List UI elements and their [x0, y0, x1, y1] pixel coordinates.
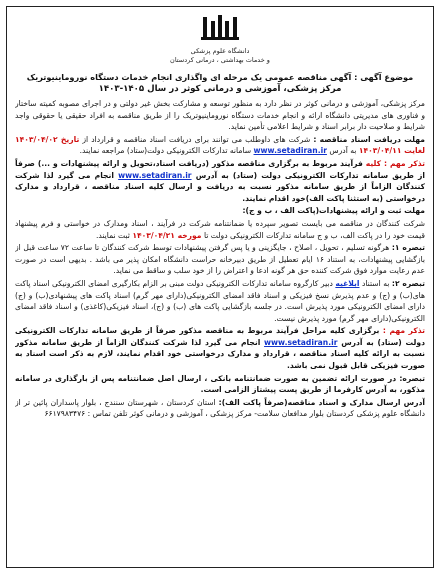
submit-text: شرکت کنندگان در مناقصه می بایست تصویر سپرده یا ضمانتنامه شرکت در فرآیند ، اسناد ومدارک در خواستی و فرم پیشنهاد قیمت خود را در پاکت الف، ب و ج سامانه تدارکات الکترونیکی دولت تا [15, 218, 425, 240]
footer-address [15, 397, 425, 420]
note1-link[interactable]: www.setadiran.ir [118, 170, 192, 180]
deadline-after: سامانه تدارکات الکترونیکی دولت(ستاد) مراجعه نمایند. [79, 146, 252, 156]
university-name: دانشگاه علوم پزشکی [190, 47, 250, 55]
notice-body [15, 71, 425, 561]
note2-text: برگزاری کلیه مراحل فرآیند مربوط به مناقصه مذکور صرفاً از طریق سامانه تدارکات الکترونیکی دولت (ستاد) به آدرس [15, 326, 425, 347]
footer-address-label: آدرس ارسال مدارک و اسناد مناقصه(صرفاً پاکت الف): [218, 397, 425, 407]
tabsareh1-label: تبصره ۱: [391, 243, 425, 253]
note2-link[interactable]: www.setadiran.ir [264, 337, 338, 347]
submit-tail: ثبت نمایند. [95, 230, 130, 240]
deadline-text: شرکت های داوطلب می توانند برای دریافت اسناد مناقصه و قرارداد از [82, 134, 311, 144]
tabsareh2-text: دبیر کارگروه سامانه تدارکات الکترونیکی دولت مبنی بر الزام بکارگیری امضای الکترونیکی اسناد پاکت های(ب) و (ج) و عدم پذیرش نسخ فیزیکی و اسناد فاقد امضای الکترونیکی(دارای مهر گرم) اسناد پاکت های پیشنهادی(ب) و (ج) دارای امضای الکترونیکی مورد پذیرش است. در جلسه بازگشایی پاکت های (ب) و (ج)، اسناد فیزیکی(کاغذی) و اسناد فاقد امضای الکترونیکی(دارای مهر گرم) مورد پذیرش نیست. [15, 278, 425, 323]
notice-frame [6, 6, 434, 568]
footer-address-text: استان کردستان ، شهرستان سنندج ، بلوار پاسداران پائین تر از دانشگاه علوم پزشکی کردستان بلوار مدافعان سلامت- مرکز پزشکی ، آموزشی و درمانی کوثر تلفن تماس : ۶۶۱۷۹۸۳۴۷۶ [15, 397, 425, 419]
note2-paragraph [15, 325, 425, 371]
tabsareh1-paragraph [15, 242, 425, 277]
note1-paragraph [15, 158, 425, 204]
note1-label: تذکر مهم : کلیه [365, 158, 425, 168]
note1-tail: انجام می گیرد لذا شرکت کنندگان الزاماً از طریق سامانه مذکور نسبت به دریافت و ارسال کلیه اسناد مناقصه ، قرارداد و مدارک درخواستی (به استثنا پاکت الف)خود اقدام نمایند. [15, 170, 425, 203]
footer-guarantee: تبصره: در صورت ارائه تضمین به صورت ضمانتنامه بانکی ، ارسال اصل ضمانتنامه پس از بارگذاری در سامانه مذکور، به آدرس کارفرما از طریق پست پیشتاز الزامی است. [15, 373, 425, 395]
tabsareh2-paragraph [15, 278, 425, 324]
university-logo-icon [197, 15, 243, 43]
setadiran-link[interactable]: www.setadiran.ir [253, 146, 327, 156]
deadline-label: مهلت دریافت اسناد مناقصه : [313, 134, 425, 144]
tabsareh2-label: تبصره ۲: [391, 278, 425, 288]
tabsareh1-text: هرگونه تسلیم ، تحویل ، اصلاح ، جایگزینی و یا پس گرفتن پیشنهادات توسط شرکت کنندگان تا ساعت ۷۲ ساعت قبل از بازگشایی پیشنهادات، به استناد ۱۶ ایام تعطیل از طریق دبیرخانه حراست دانشگاه امکان پذیر می باشد . بدیهی است در صورت عدم رعایت موارد فوق شرکت کننده حق هر گونه ادعا و اعتراض را از خود سلب و ساقط می نماید. [15, 243, 425, 276]
deadline-paragraph [15, 134, 425, 157]
submit-paragraph [15, 218, 425, 241]
header [7, 15, 433, 65]
submit-heading: مهلت ثبت و ارائه پیشنهادات(پاکت الف ، ب و ج): [242, 206, 425, 216]
tabsareh2-link[interactable]: ابلاغیه [335, 278, 360, 288]
tabsareh2-pre: به استناد [361, 278, 390, 288]
note2-tail: انجام می گیرد لذا شرکت کنندگان الزاماً از طریق سامانه مذکور نسبت به ارائه کلیه اسناد مناقصه ، قرارداد و مدارک درخواستی خود اقدام نمایند، لازم به ذکر است اسناد به صورت فیزیکی قابل قبول نمی باشد. [15, 337, 425, 371]
deadline-tail: به آدرس [329, 146, 357, 156]
note2-label: تذکر مهم : [382, 326, 425, 336]
university-name-line2: و خدمات بهداشتی ، درمانی کردستان [170, 56, 270, 64]
intro-paragraph: مرکز پزشکی، آموزشی و درمانی کوثر در نظر دارد به منظور توسعه و مشارکت بخش غیر دولتی و در اجرای مصوبه کمیته ساختار و فناوری های مدیریتی دانشگاه ارائه و انجام خدمات دستگاه نوروماینیوتریک را از طریق مناقصه به افراد حقیقی یا حقوقی واجد شرایط و صلاحیت دار برابر اسناد و شرایط اعلامی تأمین نماید. [15, 99, 425, 132]
deadline-dates: تاریخ ۱۴۰۳/۰۴/۰۲ لغایت ۱۴۰۳/۰۴/۱۱ [15, 134, 425, 156]
notice-title: موضوع آگهی : آگهی مناقصه عمومی یک مرحله ای واگذاری انجام خدمات دستگاه نوروماینیوتریک [26, 72, 414, 82]
submit-date: مورخه ۱۴۰۳/۰۴/۲۱ [132, 230, 202, 240]
note1-text: فرآیند مربوط به برگزاری مناقصه مذکور (دریافت اسناد،تحویل و ارائه پیشنهادات و ...) صرفاً از طریق سامانه تدارکات الکترونیکی دولت (ستاد) به آدرس [15, 158, 425, 180]
notice-subtitle: مرکز پزشکی، آموزشی و درمانی کوثر در سال ۱۴۰۵-۱۴۰۳ [98, 84, 342, 94]
